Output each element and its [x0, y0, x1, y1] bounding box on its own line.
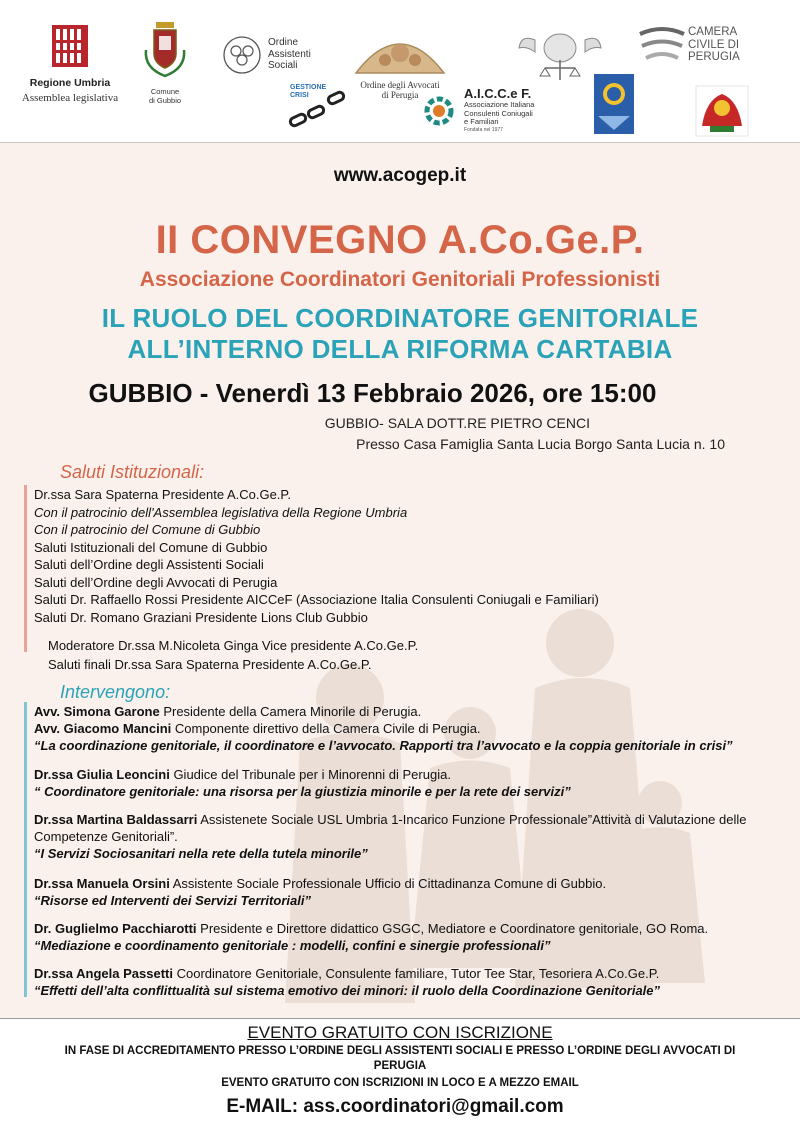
- camera-civile-line1: CAMERA: [688, 26, 738, 38]
- talk-title: “Risorse ed Interventi dei Servizi Territoriali”: [34, 893, 311, 908]
- comune-gubbio-logo: [140, 20, 190, 110]
- saluti-item: Con il patrocinio del Comune di Gubbio: [34, 522, 261, 537]
- event-date-line: GUBBIO - Venerdì 13 Febbraio 2026, ore 15:00: [88, 378, 657, 408]
- regione-umbria-name: Regione Umbria: [29, 77, 111, 89]
- event-theme-line1: IL RUOLO DEL COORDINATORE GENITORIALE: [101, 303, 699, 333]
- speaker-role: Presidente della Camera Minorile di Perugia.: [159, 704, 422, 719]
- speaker-name: Avv. Simona Garone: [34, 704, 160, 719]
- speaker-name: Dr.ssa Manuela Orsini: [34, 876, 170, 891]
- moderator-line: Moderatore Dr.ssa M.Nicoleta Ginga Vice presidente A.Co.Ge.P.: [48, 638, 419, 653]
- ordine-assistenti-sociali-logo: [222, 35, 322, 85]
- speaker-name: Dr.ssa Angela Passetti: [34, 966, 173, 981]
- assistenti-line2: Assistenti: [268, 48, 311, 60]
- assistenti-line3: Sociali: [268, 60, 298, 71]
- logo-strip: [0, 0, 800, 143]
- venue-line1: GUBBIO- SALA DOTT.RE PIETRO CENCI: [324, 415, 590, 431]
- saluti-item: Saluti dell’Ordine degli Assistenti Sociali: [34, 557, 264, 572]
- comune-gubbio-line2: di Gubbio: [148, 96, 182, 105]
- event-theme: [0, 303, 800, 365]
- gubbio-coat-of-arms-icon: [140, 20, 190, 82]
- regione-umbria-logo: [15, 22, 125, 112]
- speaker-role: Componente direttivo della Camera Civile di Perugia.: [171, 721, 481, 736]
- saluti-accent-bar: [24, 485, 27, 652]
- comune-gubbio-line1: Comune: [150, 87, 180, 96]
- camera-civile-line2: CIVILE DI: [688, 38, 740, 51]
- saluti-item: Con il patrocinio dell'Assemblea legislativa della Regione Umbria: [34, 504, 408, 520]
- talk-title: “I Servizi Sociosanitari nella rete della tutela minorile”: [34, 846, 368, 861]
- regione-umbria-emblem-icon: [15, 22, 125, 70]
- avvocati-line2: di Perugia: [381, 90, 419, 100]
- interventi-accent-bar: [24, 702, 27, 997]
- talk-title: “ Coordinatore genitoriale: una risorsa per la giustizia minorile e per la rete dei servizi”: [34, 784, 571, 799]
- speaker-name: Dr.ssa Giulia Leoncini: [34, 767, 170, 782]
- saluti-item: Dr.ssa Sara Spaterna Presidente A.Co.Ge.P.: [34, 487, 292, 502]
- venue-line2: Presso Casa Famiglia Santa Lucia Borgo Santa Lucia n. 10: [356, 436, 725, 452]
- saluti-item: Saluti Dr. Raffaello Rossi Presidente AICCeF (Associazione Italia Consulenti Coniugali e Familiari): [34, 592, 599, 607]
- aiccef-line1: Associazione Italiana: [464, 100, 535, 109]
- free-event-banner: EVENTO GRATUITO CON ISCRIZIONE: [247, 1023, 553, 1042]
- gestione-crisi-logo: [288, 80, 350, 136]
- speaker-role: Giudice del Tribunale per i Minorenni di Perugia.: [169, 767, 451, 782]
- saluti-item: Saluti dell’Ordine degli Avvocati di Perugia: [34, 574, 278, 590]
- lions-club-logo: [592, 72, 636, 136]
- speaker-entry: [34, 875, 784, 909]
- gubbio-heraldry-logo: [694, 84, 750, 138]
- aiccef-line4: Fondata nel 1977: [464, 126, 503, 133]
- talk-title: “Mediazione e coordinamento genitoriale : modelli, confini e sinergie professionali”: [34, 938, 551, 953]
- talk-title: “La coordinazione genitoriale, il coordinatore e l’avvocato. Rapporti tra l’avvocato e la coppia genitoriale in crisi”: [34, 738, 733, 753]
- regione-umbria-sub: Assemblea legislativa: [21, 92, 119, 104]
- saluti-item: Saluti Dr. Romano Graziani Presidente Lions Club Gubbio: [34, 609, 368, 625]
- interventi-heading: Intervengono:: [60, 682, 171, 702]
- aiccef-line2: Consulenti Coniugali: [464, 108, 533, 118]
- aiccef-title: A.I.C.C.e F.: [464, 86, 532, 101]
- event-venue: [0, 413, 760, 455]
- closing-greetings-line: Saluti finali Dr.ssa Sara Spaterna Presidente A.Co.Ge.P.: [48, 657, 372, 672]
- camera-civile-swoosh-icon: [636, 24, 688, 72]
- event-title: II CONVEGNO A.Co.Ge.P.: [155, 218, 645, 262]
- speaker-entry: [34, 965, 784, 999]
- gestione-line2: CRISI: [290, 92, 309, 99]
- avvocati-fresco-icon: [350, 25, 450, 75]
- aiccef-line3: e Familiari: [464, 117, 499, 126]
- griffin-crest-icon: [694, 84, 750, 138]
- association-name: Associazione Coordinatori Genitoriali Professionisti: [139, 268, 661, 291]
- speaker-entry: [34, 703, 784, 754]
- speaker-role: Coordinatore Genitoriale, Consulente familiare, Tutor Tee Star, Tesoriera A.Co.Ge.P.: [172, 966, 660, 981]
- moderator-block: [48, 636, 418, 674]
- website-url: www.acogep.it: [333, 165, 467, 186]
- speaker-entry: [34, 766, 784, 800]
- speaker-entry: [34, 920, 784, 954]
- speaker-name: Dr. Guglielmo Pacchiarotti: [34, 921, 197, 936]
- speaker-name: Dr.ssa Martina Baldassarri: [34, 812, 198, 827]
- camera-civile-line3: PERUGIA: [688, 51, 740, 63]
- registration-note: EVENTO GRATUITO CON ISCRIZIONI IN LOCO E A MEZZO EMAIL: [221, 1077, 579, 1089]
- talk-title: “Effetti dell’alta conflittualità sul sistema emotivo dei minori: il ruolo della Coordinazione Genitoriale”: [34, 983, 661, 998]
- accreditation-note: IN FASE DI ACCREDITAMENTO PRESSO L’ORDINE DEGLI ASSISTENTI SOCIALI E PRESSO L’ORDINE DEGLI AVVOCATI DI PERUGIA: [64, 1045, 736, 1072]
- aiccef-logo: [418, 86, 568, 138]
- saluti-heading: Saluti Istituzionali:: [60, 462, 205, 482]
- speaker-role: Assistenete Sociale USL Umbria 1-Incarico Funzione Professionale”Attività di Valutazione delle Competenze Genitoriali”.: [34, 812, 747, 844]
- speaker-name: Avv. Giacomo Mancini: [34, 721, 172, 736]
- speaker-role: Assistente Sociale Professionale Ufficio di Cittadinanza Comune di Gubbio.: [169, 876, 607, 891]
- lions-pennant-icon: [592, 72, 636, 136]
- aiccef-gear-icon: [418, 90, 460, 132]
- assistenti-sociali-emblem-icon: [222, 35, 262, 75]
- speaker-entry: [34, 811, 784, 862]
- saluti-item: Saluti Istituzionali del Comune di Gubbio: [34, 539, 268, 555]
- avvocati-line1: Ordine degli Avvocati: [360, 80, 440, 90]
- gestione-line1: GESTIONE: [290, 84, 327, 91]
- camera-civile-perugia-logo: [636, 24, 756, 74]
- event-theme-line2: ALL’INTERNO DELLA RIFORMA CARTABIA: [127, 334, 673, 364]
- contact-email[interactable]: E-MAIL: ass.coordinatori@gmail.com: [226, 1096, 564, 1117]
- saluti-list: [34, 486, 599, 626]
- speaker-role: Presidente e Direttore didattico GSGC, Mediatore e Coordinatore genitoriale, GO Roma.: [196, 921, 709, 936]
- assistenti-line1: Ordine: [268, 37, 299, 48]
